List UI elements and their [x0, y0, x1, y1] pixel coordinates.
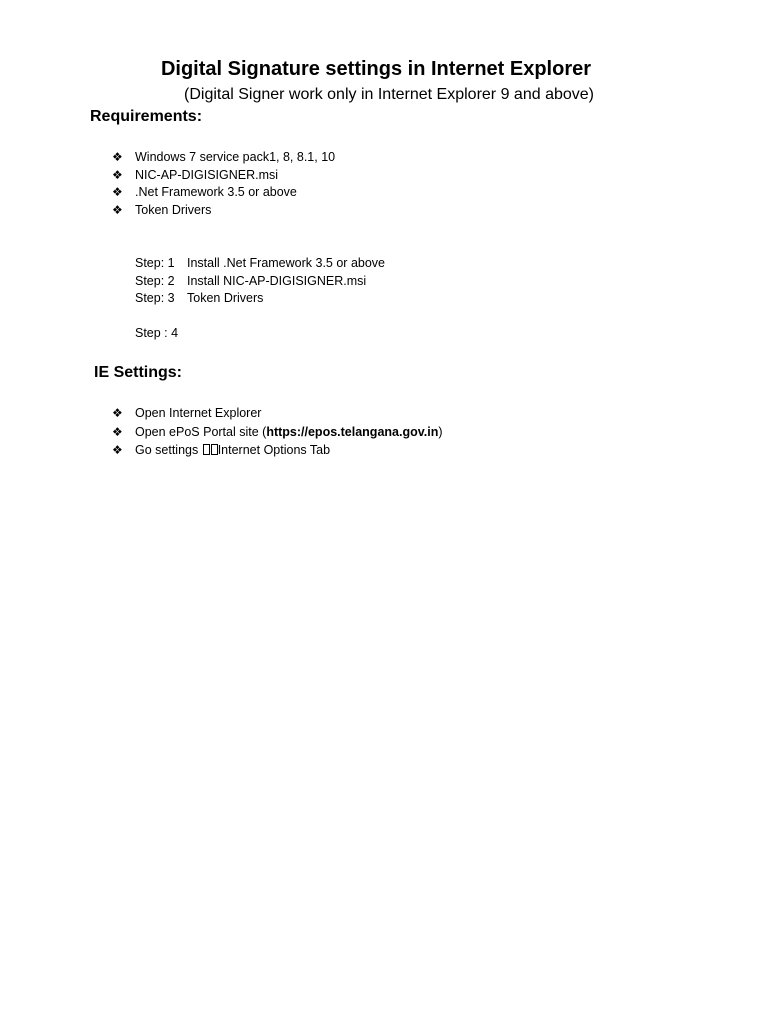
document-title: Digital Signature settings in Internet Explorer	[160, 58, 592, 80]
diamond-bullet-icon: ❖	[112, 150, 123, 164]
step-label: Step: 1	[135, 256, 175, 270]
list-item	[112, 149, 335, 167]
step-row	[135, 325, 385, 343]
step-row	[135, 290, 385, 308]
list-item	[112, 202, 335, 220]
requirement-text: .Net Framework 3.5 or above	[135, 185, 297, 200]
epos-portal-link[interactable]: https://epos.telangana.gov.in	[266, 424, 439, 439]
requirements-heading: Requirements:	[90, 108, 203, 125]
ie-step-text: Open Internet Explorer	[135, 406, 262, 420]
steps-list	[135, 255, 385, 343]
diamond-bullet-icon: ❖	[112, 202, 123, 217]
diamond-bullet-icon: ❖	[112, 185, 123, 200]
requirements-list	[112, 149, 335, 219]
requirement-text: NIC-AP-DIGISIGNER.msi	[135, 167, 279, 182]
diamond-bullet-icon: ❖	[112, 167, 123, 182]
ie-step-text-suffix: Internet Options Tab	[217, 443, 331, 458]
document-subtitle: (Digital Signer work only in Internet Explorer 9 and above)	[184, 86, 594, 103]
list-item	[112, 441, 443, 460]
diamond-bullet-icon: ❖	[112, 406, 123, 420]
step-text: Install NIC-AP-DIGISIGNER.msi	[187, 273, 367, 288]
requirement-text: Windows 7 service pack1, 8, 8.1, 10	[135, 150, 336, 164]
list-item	[112, 404, 443, 423]
ie-step-text: Open ePoS Portal site (	[135, 424, 267, 439]
step-row	[135, 273, 385, 291]
list-item	[112, 167, 335, 185]
ie-step-text: Go settings	[135, 443, 202, 458]
ie-step-text-suffix: )	[438, 424, 443, 439]
list-item	[112, 184, 335, 202]
step-text: Install .Net Framework 3.5 or above	[187, 256, 385, 270]
step-text: Token Drivers	[187, 291, 264, 306]
ie-settings-list	[112, 404, 443, 460]
step-label: Step: 3	[135, 291, 175, 306]
step-row	[135, 255, 385, 273]
step-label: Step: 2	[135, 273, 175, 288]
missing-glyph-icon	[203, 444, 210, 455]
requirement-text: Token Drivers	[135, 202, 212, 217]
diamond-bullet-icon: ❖	[112, 443, 123, 458]
diamond-bullet-icon: ❖	[112, 424, 123, 439]
list-item	[112, 423, 443, 442]
step-label: Step : 4	[135, 326, 179, 341]
missing-glyph-icon	[211, 444, 218, 455]
ie-settings-heading: IE Settings:	[94, 364, 183, 381]
